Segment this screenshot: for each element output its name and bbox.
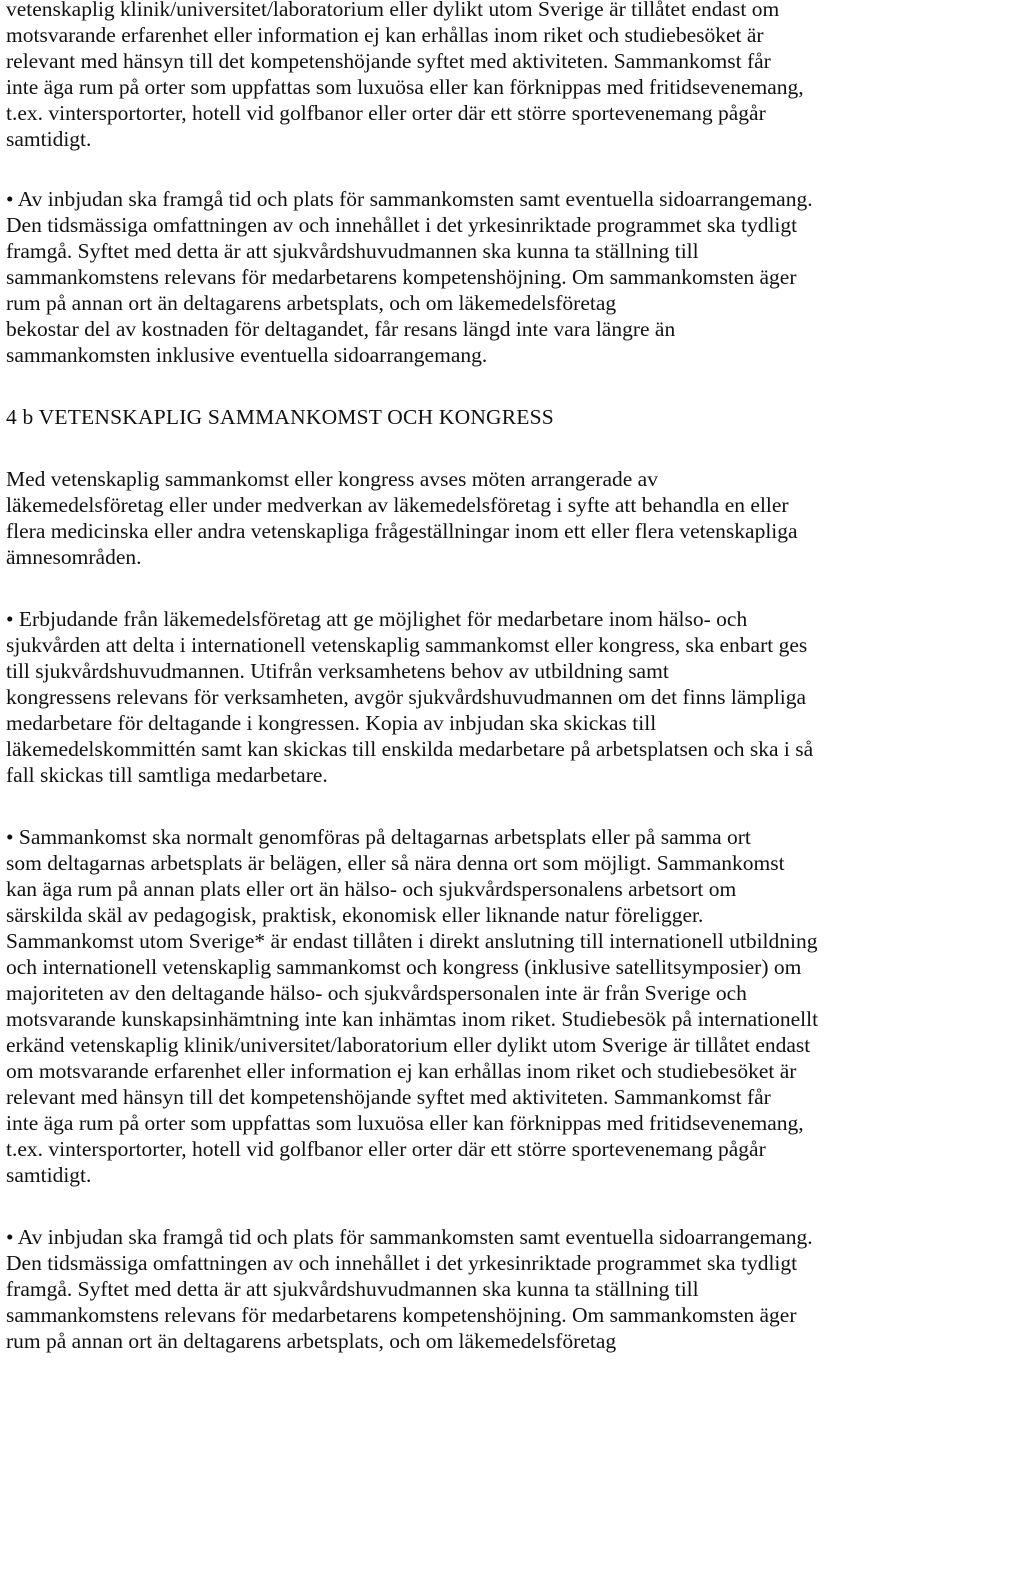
text-line: Den tidsmässiga omfattningen av och innehållet i det yrkesinriktade programmet ska tydligt: [6, 1251, 798, 1275]
text-line: bekostar del av kostnaden för deltagandet, får resans längd inte vara längre än: [6, 317, 676, 341]
text-line: som deltagarnas arbetsplats är belägen, eller så nära denna ort som möjligt. Sammankomst: [6, 851, 785, 875]
text-line: medarbetare för deltagande i kongressen. Kopia av inbjudan ska skickas till: [6, 711, 657, 735]
text-line: ämnesområden.: [6, 545, 142, 569]
text-line: till sjukvårdshuvudmannen. Utifrån verksamhetens behov av utbildning samt: [6, 659, 669, 683]
text-line: kan äga rum på annan plats eller ort än hälso- och sjukvårdspersonalens arbetsort om: [6, 877, 737, 901]
text-line: rum på annan ort än deltagarens arbetsplats, och om läkemedelsföretag: [6, 291, 617, 315]
text-line: läkemedelsföretag eller under medverkan av läkemedelsföretag i syfte att behandla en eller: [6, 493, 789, 517]
bullet-meeting-location: [6, 824, 1020, 1188]
text-line: t.ex. vintersportorter, hotell vid golfbanor eller orter där ett större sportevenemang pågår: [6, 1137, 766, 1161]
text-line: • Erbjudande från läkemedelsföretag att ge möjlighet för medarbetare inom hälso- och: [6, 607, 748, 631]
text-line: erkänd vetenskaplig klinik/universitet/laboratorium eller dylikt utom Sverige är tillåtet endast: [6, 1033, 811, 1057]
text-line: • Sammankomst ska normalt genomföras på deltagarnas arbetsplats eller på samma ort: [6, 825, 751, 849]
bullet-invitation-time-place: [6, 186, 1020, 368]
bullet-invitation-time-place-repeat: [6, 1224, 1020, 1354]
text-line: framgå. Syftet med detta är att sjukvårdshuvudmannen ska kunna ta ställning till: [6, 239, 699, 263]
text-line: sammankomsten inklusive eventuella sidoarrangemang.: [6, 343, 488, 367]
text-line: sammankomstens relevans för medarbetarens kompetenshöjning. Om sammankomsten äger: [6, 265, 797, 289]
text-line: inte äga rum på orter som uppfattas som luxuösa eller kan förknippas med fritidsevenemang,: [6, 1111, 804, 1135]
text-line: och internationell vetenskaplig sammankomst och kongress (inklusive satellitsymposier) om: [6, 955, 802, 979]
text-line: sammankomstens relevans för medarbetarens kompetenshöjning. Om sammankomsten äger: [6, 1303, 797, 1327]
text-line: • Av inbjudan ska framgå tid och plats för sammankomsten samt eventuella sidoarrangemang.: [6, 187, 813, 211]
text-line: majoriteten av den deltagande hälso- och sjukvårdspersonalen inte är från Sverige och: [6, 981, 747, 1005]
text-line: Den tidsmässiga omfattningen av och innehållet i det yrkesinriktade programmet ska tydligt: [6, 213, 798, 237]
text-line: kongressens relevans för verksamheten, avgör sjukvårdshuvudmannen om det finns lämpliga: [6, 685, 807, 709]
text-line: samtidigt.: [6, 127, 92, 151]
paragraph-definition: [6, 466, 1020, 570]
text-line: motsvarande erfarenhet eller information ej kan erhållas inom riket och studiebesöket är: [6, 23, 764, 47]
text-line: t.ex. vintersportorter, hotell vid golfbanor eller orter där ett större sportevenemang pågår: [6, 101, 766, 125]
text-line: framgå. Syftet med detta är att sjukvårdshuvudmannen ska kunna ta ställning till: [6, 1277, 699, 1301]
text-line: samtidigt.: [6, 1163, 92, 1187]
text-line: läkemedelskommittén samt kan skickas till enskilda medarbetare på arbetsplatsen och ska i så: [6, 737, 814, 761]
text-line: Sammankomst utom Sverige* är endast tillåten i direkt anslutning till internationell utbildning: [6, 929, 818, 953]
text-line: vetenskaplig klinik/universitet/laboratorium eller dylikt utom Sverige är tillåtet endast om: [6, 0, 780, 21]
text-line: relevant med hänsyn till det kompetenshöjande syftet med aktiviteten. Sammankomst får: [6, 1085, 771, 1109]
text-line: • Av inbjudan ska framgå tid och plats för sammankomsten samt eventuella sidoarrangemang.: [6, 1225, 813, 1249]
text-line: fall skickas till samtliga medarbetare.: [6, 763, 328, 787]
text-line: särskilda skäl av pedagogisk, praktisk, ekonomisk eller liknande natur föreligger.: [6, 903, 704, 927]
document-page: [6, 0, 1020, 1354]
text-line: flera medicinska eller andra vetenskapliga frågeställningar inom ett eller flera vetenskapliga: [6, 519, 798, 543]
text-line: rum på annan ort än deltagarens arbetsplats, och om läkemedelsföretag: [6, 1329, 617, 1353]
section-heading: 4 b VETENSKAPLIG SAMMANKOMST OCH KONGRESS: [6, 405, 554, 429]
paragraph-luxury-locations-continued: [6, 0, 1020, 152]
text-line: motsvarande kunskapsinhämtning inte kan inhämtas inom riket. Studiebesök på internationellt: [6, 1007, 819, 1031]
text-line: relevant med hänsyn till det kompetenshöjande syftet med aktiviteten. Sammankomst får: [6, 49, 771, 73]
text-line: inte äga rum på orter som uppfattas som luxuösa eller kan förknippas med fritidsevenemang,: [6, 75, 804, 99]
text-line: Med vetenskaplig sammankomst eller kongress avses möten arrangerade av: [6, 467, 658, 491]
bullet-offer-to-employer: [6, 606, 1020, 788]
text-line: om motsvarande erfarenhet eller information ej kan erhållas inom riket och studiebesöket är: [6, 1059, 797, 1083]
text-line: sjukvården att delta i internationell vetenskaplig sammankomst eller kongress, ska enbart ges: [6, 633, 808, 657]
